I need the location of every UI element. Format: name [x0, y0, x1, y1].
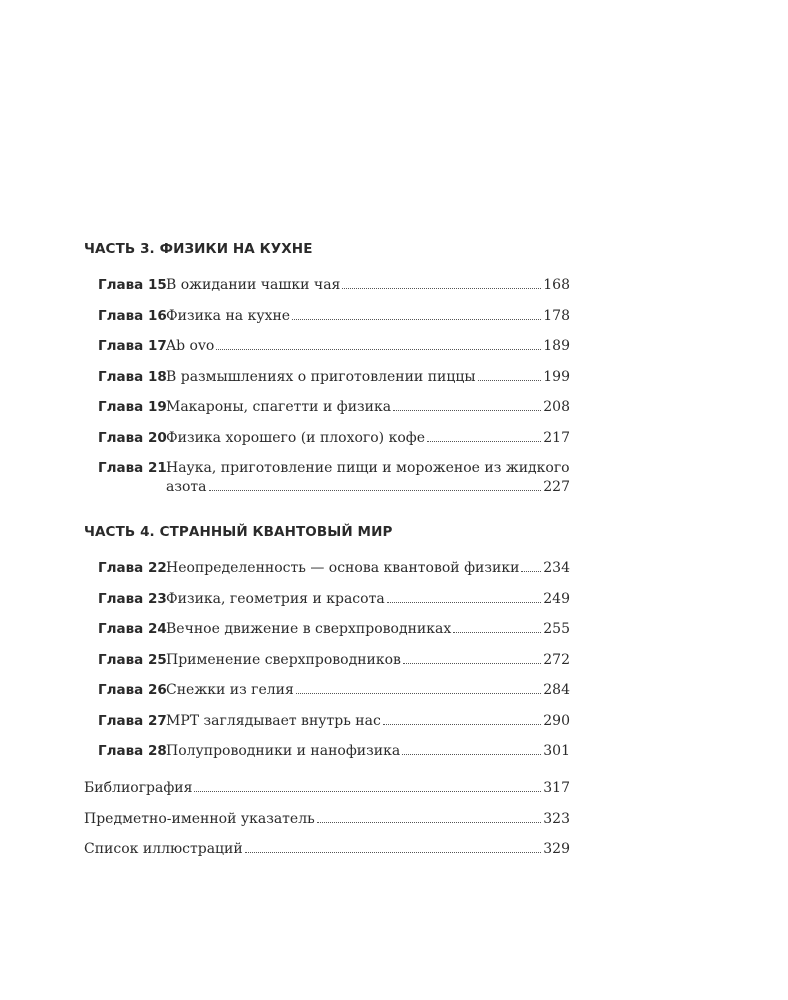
chapter-title: Ab ovo [166, 338, 215, 354]
page-number: 272 [543, 651, 570, 668]
page-number: 168 [543, 277, 570, 293]
chapter-title: Физика на кухне [166, 307, 291, 324]
backmatter-title: Список иллюстраций [84, 841, 243, 857]
chapter-number: Глава 20 [98, 429, 167, 446]
chapter-title: МРТ заглядывает внутрь нас [166, 712, 381, 729]
chapter-title: В ожидании чашки чая [166, 277, 341, 293]
toc-entry-bibliography[interactable] [84, 779, 570, 798]
chapter-title: Вечное движение в сверхпроводниках [166, 621, 452, 637]
chapter-number: Глава 23 [98, 590, 167, 607]
chapter-number: Глава 19 [98, 399, 167, 415]
chapter-number: Глава 28 [98, 743, 167, 759]
toc-entry-chapter-17[interactable] [98, 337, 570, 356]
chapter-list [84, 276, 570, 497]
dot-leader [521, 571, 541, 572]
dot-leader [453, 632, 541, 633]
toc-entry-chapter-20[interactable] [98, 429, 570, 448]
part-heading: ЧАСТЬ 3. ФИЗИКИ НА КУХНЕ [84, 241, 313, 257]
backmatter-title: Библиография [84, 780, 193, 796]
part-3 [84, 240, 570, 497]
chapter-number: Глава 27 [98, 712, 167, 729]
chapter-title: Полупроводники и нанофизика [166, 743, 401, 759]
page-number: 255 [543, 621, 570, 637]
toc-entry-chapter-26[interactable] [98, 681, 570, 700]
toc-entry-chapter-27[interactable] [98, 712, 570, 731]
page-number: 227 [543, 479, 570, 495]
chapter-number: Глава 21 [98, 460, 167, 476]
chapter-number: Глава 22 [98, 560, 167, 576]
toc-entry-chapter-24[interactable] [98, 620, 570, 639]
dot-leader [478, 380, 542, 381]
chapter-list [84, 559, 570, 761]
chapter-title: Неопределенность — основа квантовой физики [166, 560, 520, 576]
backmatter-title: Предметно-именной указатель [84, 810, 315, 827]
page-number: 234 [543, 560, 570, 576]
toc-entry-index[interactable] [84, 810, 570, 829]
page-number: 199 [543, 368, 570, 385]
part-4 [84, 523, 570, 761]
chapter-title: Физика хорошего (и плохого) кофе [166, 429, 426, 446]
page-number: 323 [543, 810, 570, 827]
toc-entry-chapter-16[interactable] [98, 307, 570, 326]
chapter-title: В размышлениях о приготовлении пиццы [166, 368, 476, 385]
chapter-title: Макароны, спагетти и физика [166, 399, 392, 415]
chapter-number: Глава 16 [98, 307, 167, 324]
page-number: 189 [543, 338, 570, 354]
chapter-title: Применение сверхпроводников [166, 651, 401, 668]
chapter-title: Физика, геометрия и красота [166, 590, 385, 607]
dot-leader [387, 602, 542, 603]
page-number: 284 [543, 682, 570, 698]
toc-entry-chapter-25[interactable] [98, 651, 570, 670]
table-of-contents [84, 236, 570, 871]
dot-leader [292, 319, 541, 320]
dot-leader [194, 791, 541, 792]
toc-entry-chapter-23[interactable] [98, 590, 570, 609]
page-number: 178 [543, 307, 570, 324]
toc-entry-chapter-21[interactable] [98, 459, 570, 497]
dot-leader [427, 441, 541, 442]
toc-entry-chapter-18[interactable] [98, 368, 570, 387]
toc-entry-chapter-28[interactable] [98, 742, 570, 761]
toc-entry-chapter-19[interactable] [98, 398, 570, 417]
chapter-number: Глава 25 [98, 651, 167, 668]
dot-leader [342, 288, 541, 289]
chapter-title-line-2: азота [166, 479, 207, 495]
dot-leader [296, 693, 541, 694]
page-number: 290 [543, 712, 570, 729]
page-number: 329 [543, 841, 570, 857]
chapter-number: Глава 15 [98, 277, 167, 293]
chapter-number: Глава 18 [98, 368, 167, 385]
dot-leader [402, 754, 541, 755]
dot-leader [216, 349, 541, 350]
page-number: 217 [543, 429, 570, 446]
dot-leader [383, 724, 541, 725]
chapter-title-line-1: Наука, приготовление пищи и мороженое из жидкого [166, 460, 570, 476]
page-number: 249 [543, 590, 570, 607]
chapter-number: Глава 26 [98, 682, 167, 698]
backmatter [84, 779, 570, 859]
dot-leader [209, 490, 542, 491]
page-number: 317 [543, 780, 570, 796]
dot-leader [317, 822, 542, 823]
toc-entry-chapter-15[interactable] [98, 276, 570, 295]
toc-entry-chapter-22[interactable] [98, 559, 570, 578]
dot-leader [245, 852, 542, 853]
dot-leader [393, 410, 541, 411]
part-heading: ЧАСТЬ 4. СТРАННЫЙ КВАНТОВЫЙ МИР [84, 524, 393, 540]
page-number: 301 [543, 743, 570, 759]
chapter-title: Снежки из гелия [166, 682, 294, 698]
dot-leader [403, 663, 541, 664]
chapter-number: Глава 17 [98, 338, 167, 354]
page-number: 208 [543, 399, 570, 415]
toc-entry-illustrations[interactable] [84, 840, 570, 859]
chapter-number: Глава 24 [98, 621, 167, 637]
